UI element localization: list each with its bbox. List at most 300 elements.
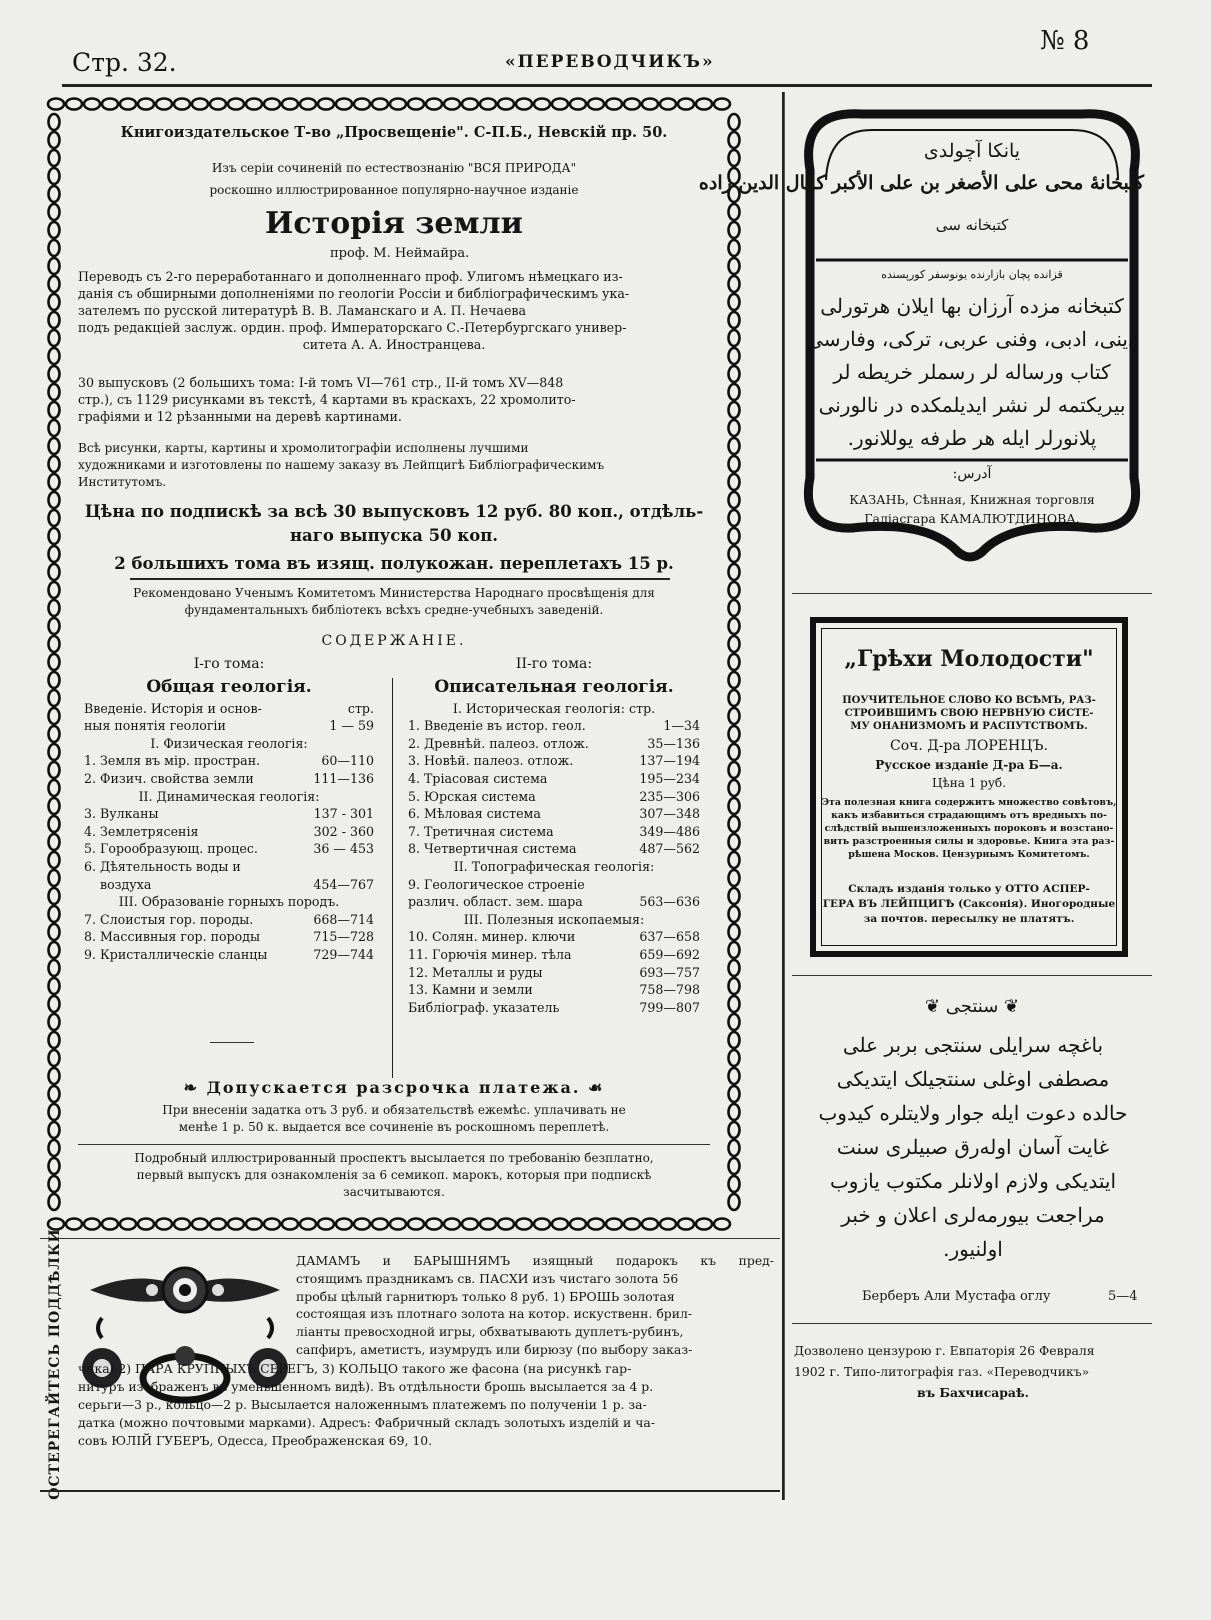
toc-end-rule	[210, 1042, 254, 1043]
chain-link-icon	[624, 1219, 640, 1230]
vol1-title: Общая геологія.	[146, 676, 312, 697]
censor-note	[794, 1340, 1152, 1403]
chain-link-icon	[534, 1219, 550, 1230]
jewelry-line: стоящимъ праздникамъ св. ПАСХИ изъ чистаго золота 56	[296, 1270, 679, 1286]
volumes-line: 30 выпусковъ (2 большихъ тома: І-й томъ VІ—761 стр., ІІ-й томъ XV—848	[78, 375, 564, 390]
chain-link-icon	[300, 99, 316, 110]
grekhi-stock-line: за почтов. пересылку не платятъ.	[863, 913, 1075, 925]
bookshop-address-1: КАЗАНЬ, Сѣнная, Книжная торговля	[849, 492, 1095, 507]
jewelry-ad-top-rule	[40, 1238, 780, 1239]
chain-link-icon	[729, 1032, 740, 1048]
chain-link-icon	[49, 564, 60, 580]
issue-number: № 8	[1040, 26, 1090, 56]
toc-entry: 1. Земля въ мір. простран.	[84, 753, 261, 769]
toc-entry: 2. Физич. свойства земли	[84, 770, 254, 786]
chain-link-icon	[49, 474, 60, 490]
chain-link-icon	[48, 99, 64, 110]
chain-link-icon	[516, 99, 532, 110]
chain-link-icon	[49, 168, 60, 184]
chain-link-icon	[729, 1104, 740, 1120]
chain-link-icon	[480, 99, 496, 110]
chain-link-icon	[729, 330, 740, 346]
chain-link-icon	[49, 636, 60, 652]
chain-link-icon	[102, 1219, 118, 1230]
chain-link-icon	[49, 708, 60, 724]
censor-line: въ Бахчисараѣ.	[917, 1385, 1029, 1400]
chain-link-icon	[426, 99, 442, 110]
toc-section: ІІ. Топографическая геологія:	[453, 858, 655, 874]
chain-link-icon	[300, 1219, 316, 1230]
chain-link-icon	[642, 99, 658, 110]
bookshop-body	[800, 290, 1144, 455]
chain-link-icon	[729, 798, 740, 814]
chain-link-icon	[49, 402, 60, 418]
grekhi-stock-line: ГЕРА ВЪ ЛЕЙПЦИГѢ (Саксонія). Иногородные	[822, 898, 1116, 910]
chain-link-icon	[729, 888, 740, 904]
toc-page: 349—486	[639, 823, 700, 839]
description-line: подъ редакціей заслуж. ордин. проф. Императорскаго С.-Петербургскаго универ-	[78, 320, 627, 335]
chain-link-icon	[678, 99, 694, 110]
toc-row	[84, 946, 374, 964]
chain-link-icon	[138, 99, 154, 110]
toc-entry: 12. Металлы и руды	[408, 964, 543, 980]
bookshop-name: کتبخانۀ محی علی الأصغر بن علی الأکبر کمال الدین زاده	[698, 172, 1144, 194]
chain-link-icon	[729, 294, 740, 310]
jewelry-line: датка (можно почтовыми марками). Адресъ: Фабричный складъ золотыхъ изделій и ча-	[78, 1415, 656, 1430]
chain-link-icon	[49, 654, 60, 670]
chain-link-icon	[729, 438, 740, 454]
bookshop-body-line: کتبخانه مزده آرزان بها ایلان هرتورلی	[820, 294, 1124, 318]
sinji-line: مراجعت بیورمه‌لری اعلان و خبر	[841, 1203, 1105, 1227]
chain-link-icon	[49, 888, 60, 904]
chain-link-icon	[729, 762, 740, 778]
chain-link-icon	[480, 1219, 496, 1230]
toc-row	[408, 946, 700, 964]
vol2-title: Описательная геологія.	[434, 676, 674, 697]
toc-row	[408, 823, 700, 841]
chain-link-icon	[729, 672, 740, 688]
chain-link-icon	[336, 1219, 352, 1230]
chain-link-icon	[552, 1219, 568, 1230]
chain-link-icon	[426, 1219, 442, 1230]
chain-link-icon	[49, 366, 60, 382]
jewelry-line: сапфиръ, аметистъ, изумрудъ или бирюзу (по выбору заказ-	[296, 1341, 693, 1357]
toc-entry: 9. Кристаллическіе сланцы	[84, 946, 268, 962]
chain-link-icon	[49, 996, 60, 1012]
sinji-heading	[792, 996, 1152, 1017]
illustrations-line: художниками и изготовлены по нашему заказу въ Лейпцигѣ Библіографическимъ	[78, 458, 605, 472]
chain-link-icon	[729, 906, 740, 922]
grekhi-desc-line: рѣшена Москов. Цензурнымъ Комитетомъ.	[848, 849, 1090, 860]
chain-link-icon	[729, 474, 740, 490]
chain-link-icon	[49, 330, 60, 346]
chain-link-icon	[729, 1140, 740, 1156]
grekhi-stock	[816, 882, 1122, 927]
chain-link-icon	[729, 114, 740, 130]
bookshop-subtitle: کتبخانه سی	[935, 216, 1009, 234]
chain-link-icon	[49, 186, 60, 202]
toc-row	[84, 717, 374, 735]
chain-link-icon	[49, 762, 60, 778]
chain-link-icon	[49, 1158, 60, 1174]
jewelry-line: серьги—3 р., кольцо—2 р. Высылается наложеннымъ платежемъ по полученіи 1 р. за-	[78, 1397, 647, 1412]
chain-link-icon	[49, 798, 60, 814]
chain-link-icon	[729, 366, 740, 382]
bookshop-body-line: کتاب ورساله لر رسملر خریطه لر	[833, 360, 1111, 384]
toc-page: 36 — 453	[313, 841, 374, 857]
chain-link-icon	[49, 132, 60, 148]
chain-link-icon	[552, 99, 568, 110]
toc-entry: воздуха	[84, 876, 152, 892]
sinji-line: غایت آسان اولەرق صبیلری سنت	[836, 1135, 1110, 1159]
chain-link-icon	[729, 132, 740, 148]
chain-link-icon	[49, 420, 60, 436]
sinji-line: اولنیور.	[943, 1237, 1003, 1261]
fleuron-left-icon: ❧	[183, 1078, 207, 1097]
toc-row	[408, 788, 700, 806]
toc-page	[368, 858, 374, 876]
book-volumes	[78, 374, 710, 425]
illustrations-line: Всѣ рисунки, карты, картины и хромолитографіи исполнены лучшими	[78, 441, 529, 455]
installment-terms	[78, 1102, 710, 1136]
chain-link-icon	[729, 456, 740, 472]
toc-row	[408, 840, 700, 858]
chain-link-icon	[729, 420, 740, 436]
chain-link-icon	[120, 1219, 136, 1230]
price-line: Цѣна по подпискѣ за всѣ 30 выпусковъ 12 руб. 80 коп., отдѣль-	[84, 502, 704, 521]
toc-entry: 10. Солян. минер. ключи	[408, 929, 576, 945]
chain-link-icon	[49, 528, 60, 544]
chain-link-icon	[408, 99, 424, 110]
vol2-label: ІІ-го тома:	[515, 656, 593, 672]
toc-entry: 11. Горючія минер. тѣла	[408, 946, 572, 962]
bookshop-body-line: پلانورلر ایله هر طرفه یوللانور.	[847, 426, 1097, 450]
toc-page: 487—562	[639, 841, 700, 857]
chain-link-icon	[729, 1014, 740, 1030]
chain-link-icon	[282, 99, 298, 110]
chain-link-icon	[49, 1032, 60, 1048]
fleuron-right-icon: ❦	[998, 996, 1020, 1017]
chain-link-icon	[49, 510, 60, 526]
toc-page: 195—234	[639, 770, 700, 786]
toc-row	[84, 700, 374, 718]
grekhi-subtitle-line: СТРОИВШИМЪ СВОЮ НЕРВНУЮ СИСТЕ-	[844, 708, 1094, 719]
chain-link-icon	[729, 1122, 740, 1138]
sinji-count: 5—4	[1108, 1289, 1138, 1304]
chain-link-icon	[84, 1219, 100, 1230]
chain-link-icon	[49, 258, 60, 274]
installment-line: При внесеніи задатка отъ 3 руб. и обязательствѣ ежемѣс. уплачивать не	[162, 1103, 626, 1117]
toc-volume-1	[84, 656, 374, 964]
toc-page: 799—807	[639, 999, 700, 1015]
chain-link-icon	[408, 1219, 424, 1230]
toc-page: 1 — 59	[329, 718, 374, 734]
chain-link-icon	[49, 978, 60, 994]
description-line: зателемъ по русской литературѣ В. В. Ламанскаго и А. П. Нечаева	[78, 303, 526, 318]
toc-page: 111—136	[313, 770, 374, 786]
jewelry-text-bottom	[78, 1360, 774, 1450]
book-illustrations	[78, 440, 710, 491]
censor-line: Дозволено цензурою г. Евпаторія 26 Февраля	[794, 1343, 1095, 1358]
chain-link-icon	[336, 99, 352, 110]
jewelry-ad-bottom-rule	[40, 1490, 780, 1492]
chain-link-icon	[49, 1104, 60, 1120]
fleuron-left-icon: ❦	[924, 996, 946, 1017]
toc-entry: ныя понятія геологіи	[84, 718, 226, 734]
installment-heading	[78, 1078, 710, 1097]
chain-link-icon	[49, 312, 60, 328]
chain-link-icon	[49, 834, 60, 850]
page-number: Стр. 32.	[72, 48, 177, 77]
toc-row	[408, 717, 700, 735]
chain-link-icon	[570, 1219, 586, 1230]
book-author: проф. М. Неймайра.	[330, 246, 470, 261]
chain-link-icon	[729, 240, 740, 256]
jewelry-line: ліанты превосходной игры, обхватывають дуплетъ-рубинъ,	[296, 1324, 684, 1340]
chain-link-icon	[49, 744, 60, 760]
toc-row	[408, 928, 700, 946]
chain-link-icon	[729, 852, 740, 868]
chain-link-icon	[729, 600, 740, 616]
chain-link-icon	[49, 906, 60, 922]
description-line: данія съ обширными дополненіями по геологіи Россіи и библіографическимъ ука-	[78, 286, 630, 301]
toc-row	[408, 999, 700, 1017]
series-line: Изъ серіи сочиненій по естествознанію "ВСЯ ПРИРОДА"	[211, 161, 577, 175]
prospectus-line: первый выпускъ для ознакомленія за 6 семикоп. марокъ, которыя при подпискѣ	[136, 1168, 652, 1182]
edition-line: роскошно иллюстрированное популярно-научное изданіе	[209, 183, 579, 197]
sinji-line: باغچه سرایلی سنتجی بربر علی	[842, 1033, 1104, 1057]
chain-link-icon	[696, 99, 712, 110]
chain-link-icon	[264, 1219, 280, 1230]
jewelry-line: совъ ЮЛІЙ ГУБЕРЪ, Одесса, Преображенская 69, 10.	[78, 1433, 433, 1448]
jewelry-line: нитуръ изображенъ въ уменьшенномъ видѣ). Въ отдѣльности брошь высылается за 4 р.	[78, 1379, 654, 1394]
toc-entry: 6. Дѣятельность воды и	[84, 858, 241, 874]
chain-link-icon	[606, 1219, 622, 1230]
chain-link-icon	[729, 528, 740, 544]
chain-link-icon	[714, 99, 730, 110]
toc-page: 729—744	[313, 946, 374, 962]
chain-link-icon	[729, 348, 740, 364]
chain-link-icon	[49, 870, 60, 886]
prospectus-line: Подробный иллюстрированный проспектъ высылается по требованію безплатно,	[134, 1151, 654, 1165]
chain-link-icon	[729, 222, 740, 238]
chain-link-icon	[49, 384, 60, 400]
chain-link-icon	[372, 99, 388, 110]
toc-row	[408, 805, 700, 823]
toc-row	[84, 858, 374, 876]
toc-page: 758—798	[639, 982, 700, 998]
chain-link-icon	[729, 276, 740, 292]
chain-link-icon	[49, 348, 60, 364]
chain-link-icon	[228, 1219, 244, 1230]
chain-link-icon	[246, 1219, 262, 1230]
chain-link-icon	[390, 1219, 406, 1230]
chain-link-icon	[498, 1219, 514, 1230]
chain-link-icon	[714, 1219, 730, 1230]
chain-link-icon	[729, 510, 740, 526]
chain-link-icon	[660, 1219, 676, 1230]
chain-link-icon	[49, 1068, 60, 1084]
illustrations-line: Институтомъ.	[78, 475, 167, 489]
toc-row	[84, 911, 374, 929]
grekhi-desc-line: слѣдствій вышеизложенныхъ пороковъ и возстано-	[824, 823, 1114, 834]
toc-page: 1—34	[663, 718, 700, 734]
chain-link-icon	[729, 996, 740, 1012]
price-rule	[130, 578, 670, 580]
chain-link-icon	[534, 99, 550, 110]
toc-entry: 1. Введеніе въ истор. геол.	[408, 718, 586, 734]
toc-entry: 13. Камни и земли	[408, 982, 533, 998]
chain-link-icon	[120, 99, 136, 110]
toc-row	[408, 735, 700, 753]
chain-link-icon	[156, 99, 172, 110]
bookshop-body-line: بیریکتمه لر نشر ایدیلمکده در نالورنی	[818, 393, 1126, 417]
chain-link-icon	[606, 99, 622, 110]
chain-link-icon	[84, 99, 100, 110]
chain-link-icon	[192, 1219, 208, 1230]
chain-link-icon	[318, 99, 334, 110]
toc-entry: 7. Третичная система	[408, 823, 554, 839]
bookshop-location: قزانده پچان بازارنده یونوسفر کورپسنده	[881, 268, 1063, 281]
chain-link-icon	[49, 1122, 60, 1138]
chain-link-icon	[729, 492, 740, 508]
right-column-rule	[792, 1323, 1152, 1324]
toc-entry: 5. Юрская система	[408, 788, 536, 804]
toc-row	[408, 876, 700, 894]
jewelry-line: пробы цѣлый гарнитюръ только 8 руб. 1) БРОШЬ золотая	[296, 1288, 675, 1304]
bookshop-address-label: آدرس:	[952, 466, 992, 482]
sinji-line: مصطفی اوغلی سنتجیلک ایتدیکی	[836, 1067, 1110, 1091]
chain-link-icon	[729, 546, 740, 562]
toc-entry: 4. Тріасовая система	[408, 770, 548, 786]
toc-page: 137—194	[639, 753, 700, 769]
toc-entry: 7. Слоистыя гор. породы.	[84, 911, 254, 927]
toc-page: 454—767	[313, 876, 374, 892]
jewelry-line: чика) 2) ПАРА КРУПНЫХЪ СЕРЕГЪ, 3) КОЛЬЦО такого же фасона (на рисункѣ гар-	[78, 1361, 632, 1376]
chain-link-icon	[444, 1219, 460, 1230]
toc-section: ІІІ. Образованіе горныхъ породъ.	[118, 894, 340, 910]
chain-link-icon	[729, 1194, 740, 1210]
chain-link-icon	[729, 690, 740, 706]
toc-entry: 5. Горообразующ. процес.	[84, 841, 258, 857]
chain-link-icon	[49, 546, 60, 562]
toc-row	[84, 752, 374, 770]
toc-entry: 4. Землетрясенія	[84, 823, 199, 839]
chain-link-icon	[588, 1219, 604, 1230]
volumes-line: стр.), съ 1129 рисунками въ текстѣ, 4 картами въ краскахъ, 22 хромолито-	[78, 392, 576, 407]
chain-link-icon	[228, 99, 244, 110]
toc-row	[84, 840, 374, 858]
toc-row	[408, 893, 700, 911]
chain-link-icon	[354, 1219, 370, 1230]
column-divider-inner	[784, 92, 785, 1500]
toc-section: ІІ. Динамическая геологія:	[138, 788, 320, 804]
grekhi-desc-line: Эта полезная книга содержитъ множество совѣтовъ,	[821, 797, 1117, 808]
recommendation	[78, 585, 710, 619]
chain-link-icon	[642, 1219, 658, 1230]
brooch-icon	[90, 1268, 280, 1312]
chain-link-icon	[729, 402, 740, 418]
grekhi-edition: Русское изданіе Д-ра Б—а.	[875, 758, 1063, 772]
chain-link-icon	[318, 1219, 334, 1230]
grekhi-author: Соч. Д-ра ЛОРЕНЦЪ.	[890, 738, 1048, 754]
chain-link-icon	[49, 582, 60, 598]
chain-link-icon	[729, 960, 740, 976]
toc-row	[84, 928, 374, 946]
jewelry-line: состоящая изъ плотнаго золота на котор. искуственн. брил-	[296, 1306, 693, 1322]
chain-link-icon	[66, 1219, 82, 1230]
binding-line: 2 большихъ тома въ изящ. полукожан. переплетахъ 15 р.	[114, 554, 674, 573]
fleuron-right-icon: ☙	[580, 1078, 605, 1097]
chain-link-icon	[462, 99, 478, 110]
chain-link-icon	[660, 99, 676, 110]
newspaper-title: «ПЕРЕВОДЧИКЪ»	[505, 52, 715, 72]
grekhi-stock-line: Складъ изданія только у ОТТО АСПЕР-	[848, 883, 1090, 895]
toc-page: 60—110	[321, 753, 374, 769]
jewelry-line: ДАМАМЪ и БАРЫШНЯМЪ изящный подарокъ къ пред-	[296, 1253, 774, 1268]
chain-link-icon	[49, 1140, 60, 1156]
chain-link-icon	[49, 456, 60, 472]
toc-entry: 9. Геологическое строеніе	[408, 876, 585, 892]
chain-link-icon	[49, 672, 60, 688]
chain-link-icon	[49, 1050, 60, 1066]
chain-link-icon	[729, 582, 740, 598]
publisher-line: Книгоиздательское Т-во „Просвещеніе". С-П.Б., Невскій пр. 50.	[120, 124, 668, 141]
toc-section: ІІІ. Полезныя ископаемыя:	[463, 911, 645, 927]
chain-link-icon	[729, 942, 740, 958]
chain-link-icon	[264, 99, 280, 110]
grekhi-price: Цѣна 1 руб.	[932, 776, 1006, 790]
header-rule	[62, 84, 1152, 87]
chain-link-icon	[729, 384, 740, 400]
toc-page: 563—636	[639, 894, 700, 910]
chain-link-icon	[246, 99, 262, 110]
description-line: Переводъ съ 2-го переработаннаго и дополненнаго проф. Улигомъ нѣмецкаго из-	[78, 269, 623, 284]
chain-link-icon	[729, 1068, 740, 1084]
toc-entry: Введеніе. Исторія и основ-	[84, 700, 262, 716]
toc-row	[408, 981, 700, 999]
grekhi-description	[816, 796, 1122, 861]
chain-link-icon	[729, 1086, 740, 1102]
chain-link-icon	[444, 99, 460, 110]
chain-link-icon	[678, 1219, 694, 1230]
toc-row	[84, 876, 374, 894]
sinji-line: ایتدیکی ولازم اولانلر مکتوب یازوب	[829, 1169, 1117, 1193]
chain-link-icon	[729, 636, 740, 652]
chain-link-icon	[210, 99, 226, 110]
chain-link-icon	[729, 312, 740, 328]
chain-link-icon	[729, 1176, 740, 1192]
chain-link-icon	[49, 222, 60, 238]
chain-link-icon	[49, 852, 60, 868]
chain-link-icon	[49, 150, 60, 166]
toc-row	[84, 805, 374, 823]
price-line-2: наго выпуска 50 коп.	[289, 526, 499, 545]
toc-page: 693—757	[639, 964, 700, 980]
chain-link-icon	[49, 438, 60, 454]
installment-text: Допускается разсрочка платежа.	[206, 1078, 581, 1097]
installment-line: менѣе 1 р. 50 к. выдается все сочиненіе въ роскошномъ переплетѣ.	[178, 1120, 610, 1134]
chain-link-icon	[49, 276, 60, 292]
vol1-label: І-го тома:	[193, 656, 265, 672]
toc-page: 659—692	[639, 946, 700, 962]
toc-row	[408, 964, 700, 982]
toc-page: 668—714	[313, 911, 374, 927]
chain-link-icon	[49, 942, 60, 958]
chain-link-icon	[49, 294, 60, 310]
sinji-title: سنتجی	[945, 996, 999, 1017]
bookshop-address-2: Галіасгара КАМАЛЮТДИНОВА.	[864, 511, 1080, 526]
